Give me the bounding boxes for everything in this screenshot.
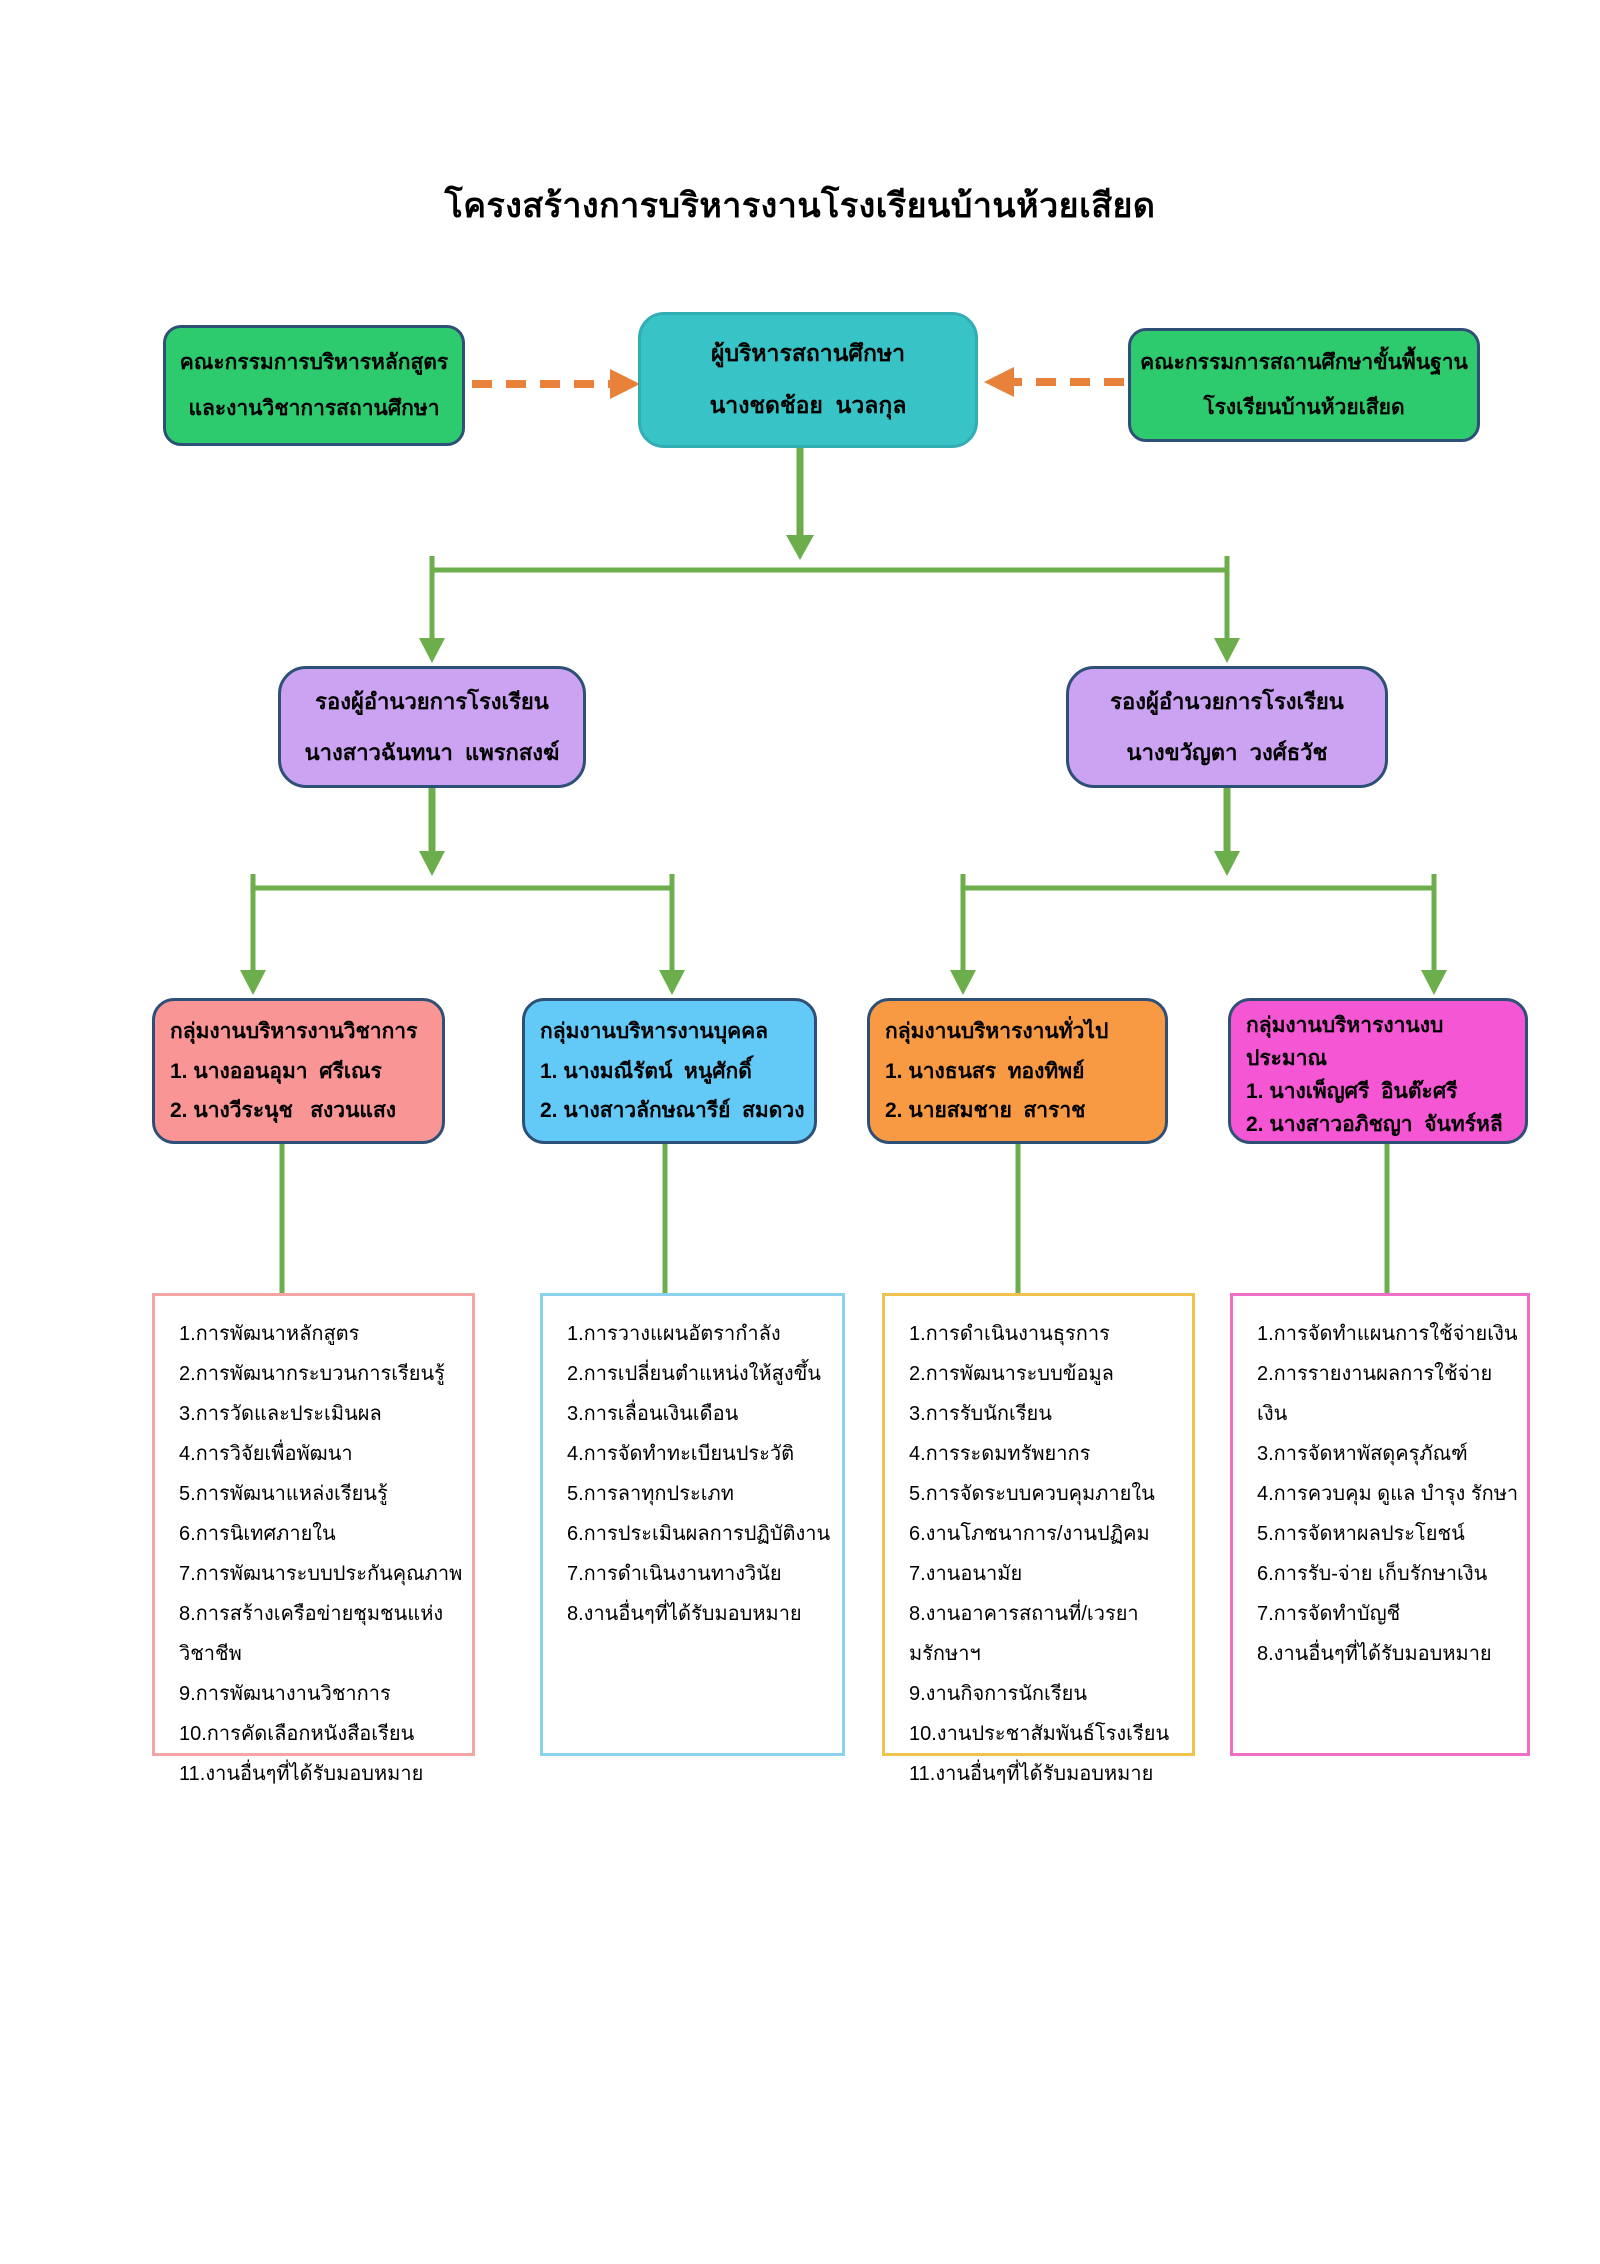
group-budget-member: 1. นางเพ็ญศรี อินต๊ะศรี bbox=[1246, 1080, 1458, 1103]
arrowhead-group1-icon bbox=[240, 970, 266, 995]
deputy-director-right-box bbox=[1066, 666, 1388, 788]
group-general-title: กลุ่มงานบริหารงานทั่วไป bbox=[885, 1020, 1109, 1044]
group-budget-box bbox=[1228, 998, 1528, 1144]
arrowhead-right-branch-icon bbox=[1214, 851, 1240, 876]
duty-item: 4.การระดมทรัพยากร bbox=[909, 1443, 1091, 1465]
duty-item: 6.การรับ-จ่าย เก็บรักษาเงิน bbox=[1257, 1563, 1488, 1585]
group-academic-box bbox=[152, 998, 445, 1144]
arrowhead-deputy-left-icon bbox=[419, 638, 445, 663]
deputy-left-title: รองผู้อำนวยการโรงเรียน bbox=[315, 689, 549, 714]
arrowhead-deputy-right-icon bbox=[1214, 638, 1240, 663]
deputy-left-name: นางสาวฉันทนา แพรกสงฆ์ bbox=[304, 740, 560, 765]
committee-basic-education-line1: คณะกรรมการสถานศึกษาขั้นพื้นฐาน bbox=[1140, 351, 1468, 374]
duties-academic-list bbox=[152, 1293, 475, 1785]
duty-item: 8.งานอื่นๆที่ได้รับมอบหมาย bbox=[567, 1603, 802, 1625]
page-title: โครงสร้างการบริหารงานโรงเรียนบ้านห้วยเสียด bbox=[444, 187, 1156, 225]
duty-item: 8.การสร้างเครือข่ายชุมชนแห่งวิชาชีพ bbox=[179, 1603, 444, 1665]
group-budget-title: กลุ่มงานบริหารงานงบประมาณ bbox=[1246, 1014, 1444, 1070]
duties-budget-list bbox=[1230, 1293, 1530, 1756]
group-personnel-member: 1. นางมณีรัตน์ หนูศักดิ์ bbox=[540, 1059, 752, 1083]
deputy-right-name: นางขวัญตา วงศ์ธวัช bbox=[1126, 740, 1328, 765]
deputy-right-title: รองผู้อำนวยการโรงเรียน bbox=[1110, 689, 1344, 714]
duty-item: 2.การรายงานผลการใช้จ่ายเงิน bbox=[1257, 1363, 1493, 1425]
group-personnel-box bbox=[522, 998, 817, 1144]
duty-item: 6.งานโภชนาการ/งานปฏิคม bbox=[909, 1523, 1150, 1545]
duty-item: 3.การวัดและประเมินผล bbox=[179, 1403, 382, 1425]
duty-item: 5.การจัดระบบควบคุมภายใน bbox=[909, 1483, 1155, 1505]
group-personnel-title: กลุ่มงานบริหารงานบุคคล bbox=[540, 1020, 769, 1044]
duty-item: 1.การวางแผนอัตรากำลัง bbox=[567, 1323, 781, 1345]
deputy-director-left-box bbox=[278, 666, 586, 788]
group-general-member: 2. นายสมชาย สาราช bbox=[885, 1098, 1086, 1122]
arrowhead-group3-icon bbox=[950, 970, 976, 995]
dashed-arrow-right-head-icon bbox=[984, 367, 1014, 397]
duty-item: 8.งานอื่นๆที่ได้รับมอบหมาย bbox=[1257, 1643, 1492, 1665]
duty-item: 2.การพัฒนากระบวนการเรียนรู้ bbox=[179, 1363, 445, 1385]
duty-item: 7.การดำเนินงานทางวินัย bbox=[567, 1563, 782, 1585]
group-academic-member: 2. นางวีระนุช สงวนแสง bbox=[170, 1098, 397, 1122]
duty-item: 8.งานอาคารสถานที่/เวรยามรักษาฯ bbox=[909, 1603, 1139, 1665]
duty-item: 9.การพัฒนางานวิชาการ bbox=[179, 1683, 391, 1705]
duty-item: 3.การจัดหาพัสดุครุภัณฑ์ bbox=[1257, 1443, 1468, 1465]
arrowhead-left-branch-icon bbox=[419, 851, 445, 876]
duty-item: 11.งานอื่นๆที่ได้รับมอบหมาย bbox=[909, 1763, 1154, 1785]
duty-item: 1.การจัดทำแผนการใช้จ่ายเงิน bbox=[1257, 1323, 1518, 1345]
duty-item: 7.การพัฒนาระบบประกันคุณภาพ bbox=[179, 1563, 463, 1585]
group-general-member: 1. นางธนสร ทองทิพย์ bbox=[885, 1059, 1085, 1083]
group-personnel-member: 2. นางสาวลักษณารีย์ สมดวง bbox=[540, 1098, 805, 1122]
director-name: นางชดช้อย นวลกุล bbox=[709, 392, 907, 418]
director-box bbox=[638, 312, 978, 448]
director-title: ผู้บริหารสถานศึกษา bbox=[710, 340, 906, 366]
duty-item: 6.การนิเทศภายใน bbox=[179, 1523, 336, 1545]
committee-curriculum-box bbox=[163, 325, 465, 446]
committee-curriculum-line2: และงานวิชาการสถานศึกษา bbox=[188, 397, 440, 420]
duty-item: 1.การดำเนินงานธุรการ bbox=[909, 1323, 1110, 1345]
duty-item: 5.การจัดหาผลประโยชน์ bbox=[1257, 1523, 1465, 1545]
duties-personnel-list bbox=[540, 1293, 845, 1756]
arrowhead-director-icon bbox=[786, 535, 814, 560]
duty-item: 5.การพัฒนาแหล่งเรียนรู้ bbox=[179, 1483, 388, 1505]
duty-item: 10.การคัดเลือกหนังสือเรียน bbox=[179, 1723, 415, 1745]
duty-item: 5.การลาทุกประเภท bbox=[567, 1483, 734, 1505]
duty-item: 10.งานประชาสัมพันธ์โรงเรียน bbox=[909, 1723, 1170, 1745]
committee-curriculum-line1: คณะกรรมการบริหารหลักสูตร bbox=[179, 351, 449, 374]
duty-item: 7.งานอนามัย bbox=[909, 1563, 1023, 1585]
duty-item: 4.การจัดทำทะเบียนประวัติ bbox=[567, 1443, 795, 1465]
group-general-box bbox=[867, 998, 1168, 1144]
arrowhead-group4-icon bbox=[1421, 970, 1447, 995]
group-academic-member: 1. นางออนอุมา ศรีเณร bbox=[170, 1059, 382, 1083]
group-academic-title: กลุ่มงานบริหารงานวิชาการ bbox=[170, 1020, 418, 1044]
duty-item: 1.การพัฒนาหลักสูตร bbox=[179, 1323, 360, 1345]
committee-basic-education-box bbox=[1128, 328, 1480, 442]
duty-item: 9.งานกิจการนักเรียน bbox=[909, 1683, 1088, 1705]
group-budget-member: 2. นางสาวอภิชญา จันทร์หลี bbox=[1246, 1113, 1503, 1136]
duty-item: 3.การเลื่อนเงินเดือน bbox=[567, 1403, 739, 1425]
duty-item: 2.การพัฒนาระบบข้อมูล bbox=[909, 1363, 1114, 1385]
duty-item: 4.การวิจัยเพื่อพัฒนา bbox=[179, 1443, 353, 1465]
duty-item: 2.การเปลี่ยนตำแหน่งให้สูงขึ้น bbox=[567, 1363, 821, 1385]
committee-basic-education-line2: โรงเรียนบ้านห้วยเสียด bbox=[1203, 396, 1405, 419]
duty-item: 7.การจัดทำบัญชี bbox=[1257, 1603, 1401, 1625]
duty-item: 3.การรับนักเรียน bbox=[909, 1403, 1052, 1425]
duty-item: 11.งานอื่นๆที่ได้รับมอบหมาย bbox=[179, 1763, 424, 1785]
duty-item: 6.การประเมินผลการปฏิบัติงาน bbox=[567, 1523, 831, 1545]
duty-item: 4.การควบคุม ดูแล บำรุง รักษา bbox=[1257, 1483, 1519, 1505]
duties-general-list bbox=[882, 1293, 1195, 1785]
dashed-arrow-left-head-icon bbox=[610, 369, 640, 399]
arrowhead-group2-icon bbox=[659, 970, 685, 995]
